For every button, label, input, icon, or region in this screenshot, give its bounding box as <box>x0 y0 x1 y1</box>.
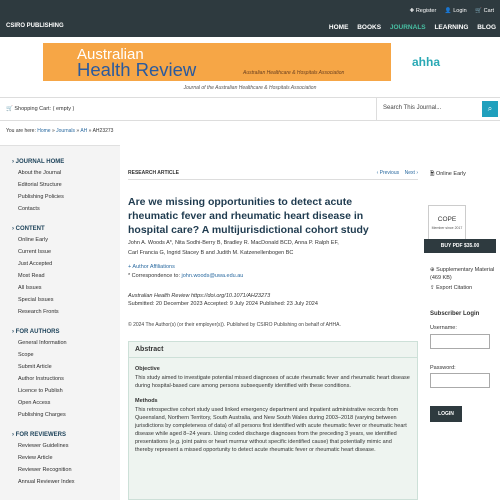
sidebar-item-reviewer-index[interactable]: Annual Reviewer Index <box>18 479 75 485</box>
sidebar-heading-journal-home[interactable]: › JOURNAL HOME <box>12 159 65 165</box>
main-nav <box>322 24 496 31</box>
next-link[interactable]: Next › <box>404 170 418 176</box>
sidebar-heading-reviewers[interactable]: › FOR REVIEWERS <box>12 432 67 438</box>
next-label: Next <box>404 170 415 176</box>
buy-pdf-button[interactable]: BUY PDF $35.00 <box>424 239 496 253</box>
cart-search-bar <box>0 97 500 121</box>
cart-label: Cart <box>483 8 494 14</box>
author-line[interactable]: John A. Woods A*, Nita Sodhi-Berry B, Bradley R. MacDonald BCD, Anna P. Ralph EF, <box>128 240 339 246</box>
citation-doi[interactable]: Australian Health Review https://doi.org/10.1071/AH23273 <box>128 293 271 299</box>
breadcrumb-journals[interactable]: Journals <box>56 128 76 134</box>
banner-subtitle: Australian Healthcare & Hospitals Association <box>243 70 345 76</box>
document-icon: 🗎 <box>430 171 435 177</box>
article-type: RESEARCH ARTICLE <box>128 170 179 176</box>
sidebar-item-instructions[interactable]: Author Instructions <box>18 376 64 382</box>
subscriber-login-title: Subscriber Login <box>430 311 480 317</box>
export-citation-link[interactable] <box>430 285 472 291</box>
search-button[interactable] <box>482 101 498 117</box>
sidebar-item-current-issue[interactable]: Current Issue <box>18 249 52 255</box>
abstract-box <box>128 341 418 500</box>
objective-heading: Objective <box>135 366 160 372</box>
register-link[interactable]: ✚ Register <box>409 8 437 14</box>
sidebar-item-research-fronts[interactable]: Research Fronts <box>18 309 59 315</box>
previous-label: Previous <box>379 170 400 176</box>
correspondence-email[interactable]: john.woods@uwa.edu.au <box>181 273 244 279</box>
article-nav <box>377 170 418 176</box>
sidebar-item-reviewer-guidelines[interactable]: Reviewer Guidelines <box>18 443 69 449</box>
heading-label: FOR AUTHORS <box>15 329 60 335</box>
cope-logo[interactable] <box>428 205 466 243</box>
sidebar-item-contacts[interactable]: Contacts <box>18 206 40 212</box>
register-label: Register <box>415 8 437 14</box>
previous-link[interactable]: ‹ Previous <box>376 170 400 176</box>
citation-block <box>128 292 418 308</box>
cart-status: Shopping Cart: ( empty ) <box>14 106 75 112</box>
nav-journals[interactable]: JOURNALS <box>389 24 426 31</box>
banner-title-line1: Australian <box>77 46 144 63</box>
sidebar-item-general-info[interactable]: General Information <box>18 340 67 346</box>
online-early-badge <box>430 170 466 179</box>
abstract-title: Abstract <box>129 342 417 358</box>
online-early-label: Online Early <box>435 171 466 177</box>
sidebar-item-most-read[interactable]: Most Read <box>18 273 45 279</box>
journal-search <box>376 98 500 120</box>
supplementary-material-link[interactable] <box>430 266 494 282</box>
sidebar-item-reviewer-recognition[interactable]: Reviewer Recognition <box>18 467 72 473</box>
author-affiliations-toggle[interactable]: + Author Affiliations <box>128 264 175 270</box>
sidebar-item-open-access[interactable]: Open Access <box>18 400 51 406</box>
shopping-cart[interactable] <box>6 106 74 112</box>
cope-member-text: Member since 2017 <box>431 226 463 230</box>
journal-subtitle: Journal of the Australian Healthcare & Hospitals Association <box>183 85 317 91</box>
methods-heading: Methods <box>135 398 158 404</box>
author-line[interactable]: Carl Francia G, Ingrid Stacey B and Judith M. Katzenellenbogen BC <box>128 250 294 256</box>
login-label: Login <box>453 8 467 14</box>
login-button[interactable]: LOGIN <box>430 406 462 422</box>
author-list <box>128 238 408 258</box>
sidebar-item-scope[interactable]: Scope <box>18 352 34 358</box>
breadcrumb-ah[interactable]: AH <box>80 128 88 134</box>
nav-books[interactable]: BOOKS <box>357 24 382 31</box>
account-links <box>403 8 494 14</box>
csiro-logo[interactable]: CSIRO PUBLISHING <box>6 23 64 29</box>
sidebar-heading-authors[interactable]: › FOR AUTHORS <box>12 329 60 335</box>
sidebar-item-editorial[interactable]: Editorial Structure <box>18 182 62 188</box>
breadcrumb: You are here: Home » Journals » AH » AH23273 <box>6 128 114 134</box>
sidebar-item-just-accepted[interactable]: Just Accepted <box>18 261 53 267</box>
heading-label: FOR REVIEWERS <box>15 432 67 438</box>
article-dates: Submitted: 20 December 2023 Accepted: 9 July 2024 Published: 23 July 2024 <box>128 301 318 307</box>
download-icon: ⊕ <box>430 267 435 273</box>
article-header-bar <box>128 170 418 180</box>
heading-label: CONTENT <box>15 226 45 232</box>
article-title: Are we missing opportunities to detect acute rheumatic fever and rheumatic heart disease in hospital care? A multijurisdictional cohort study <box>128 196 369 236</box>
ahha-logo: ahha <box>391 43 461 81</box>
breadcrumb-prefix: You are here: <box>6 128 36 134</box>
objective-text: This study aimed to investigate potential missed diagnoses of acute rheumatic fever and rheumatic heart disease during hospital-based care among persons subsequently identified with these conditions. <box>135 375 410 389</box>
supp-size: (469 KB) <box>430 275 452 281</box>
cart-icon: 🛒 <box>6 106 13 112</box>
nav-learning[interactable]: LEARNING <box>434 24 469 31</box>
export-icon: ⇪ <box>430 285 435 291</box>
search-icon: ⌕ <box>487 104 493 113</box>
search-input[interactable]: Search This Journal... <box>383 105 442 111</box>
sidebar-heading-content[interactable]: › CONTENT <box>12 226 45 232</box>
password-field[interactable] <box>430 373 490 388</box>
correspondence <box>128 273 243 279</box>
sidebar-item-online-early[interactable]: Online Early <box>18 237 48 243</box>
methods-text: This retrospective cohort study used linked emergency department and inpatient administrative records from Queensland, Northern Territory, South Australia, and New South Wales during 2003–2018 (varying between jurisdictions by completeness of data) of all persons first identified with acute rheumatic fever or rheumatic heart disease while aged 8–24 years. Using coded discharge diagnoses from the preceding 3 years, we identified presentations (e.g. joint pains or heart murmur without specific identified cause) that potentially mimic and thereby represent a missed opportunity to detect acute rheumatic fever or rheumatic heart disease. <box>135 407 407 453</box>
supp-label: Supplementary Material <box>436 267 495 273</box>
heading-label: JOURNAL HOME <box>15 159 65 165</box>
sidebar-item-about[interactable]: About the Journal <box>18 170 62 176</box>
sidebar-item-policies[interactable]: Publishing Policies <box>18 194 64 200</box>
sidebar-item-submit[interactable]: Submit Article <box>18 364 52 370</box>
sidebar-item-all-issues[interactable]: All Issues <box>18 285 42 291</box>
right-sidebar <box>424 145 500 500</box>
username-label: Username: <box>430 325 457 331</box>
sidebar-item-special-issues[interactable]: Special Issues <box>18 297 54 303</box>
top-header <box>0 0 500 37</box>
login-link[interactable]: 👤 Login <box>444 8 467 14</box>
export-label: Export Citation <box>436 285 473 291</box>
sidebar-item-licence[interactable]: Licence to Publish <box>18 388 63 394</box>
cope-text: COPE <box>437 216 457 223</box>
banner-title-line2: Health Review <box>77 59 197 80</box>
password-label: Password: <box>430 365 456 371</box>
cart-link[interactable]: 🛒 Cart <box>475 8 494 14</box>
sidebar-item-review-article[interactable]: Review Article <box>18 455 53 461</box>
nav-blog[interactable]: BLOG <box>477 24 496 31</box>
correspondence-label: * Correspondence to: <box>128 273 180 279</box>
article-main <box>122 145 422 500</box>
sidebar <box>0 145 120 500</box>
nav-home[interactable]: HOME <box>328 24 349 31</box>
breadcrumb-current: AH23273 <box>92 128 114 134</box>
copyright-notice: © 2024 The Author(s) (or their employer(s)). Published by CSIRO Publishing on behalf of AHHA. <box>128 322 341 328</box>
username-field[interactable] <box>430 334 490 349</box>
journal-banner[interactable] <box>43 43 461 81</box>
breadcrumb-home[interactable]: Home <box>37 128 51 134</box>
sidebar-item-charges[interactable]: Publishing Charges <box>18 412 66 418</box>
